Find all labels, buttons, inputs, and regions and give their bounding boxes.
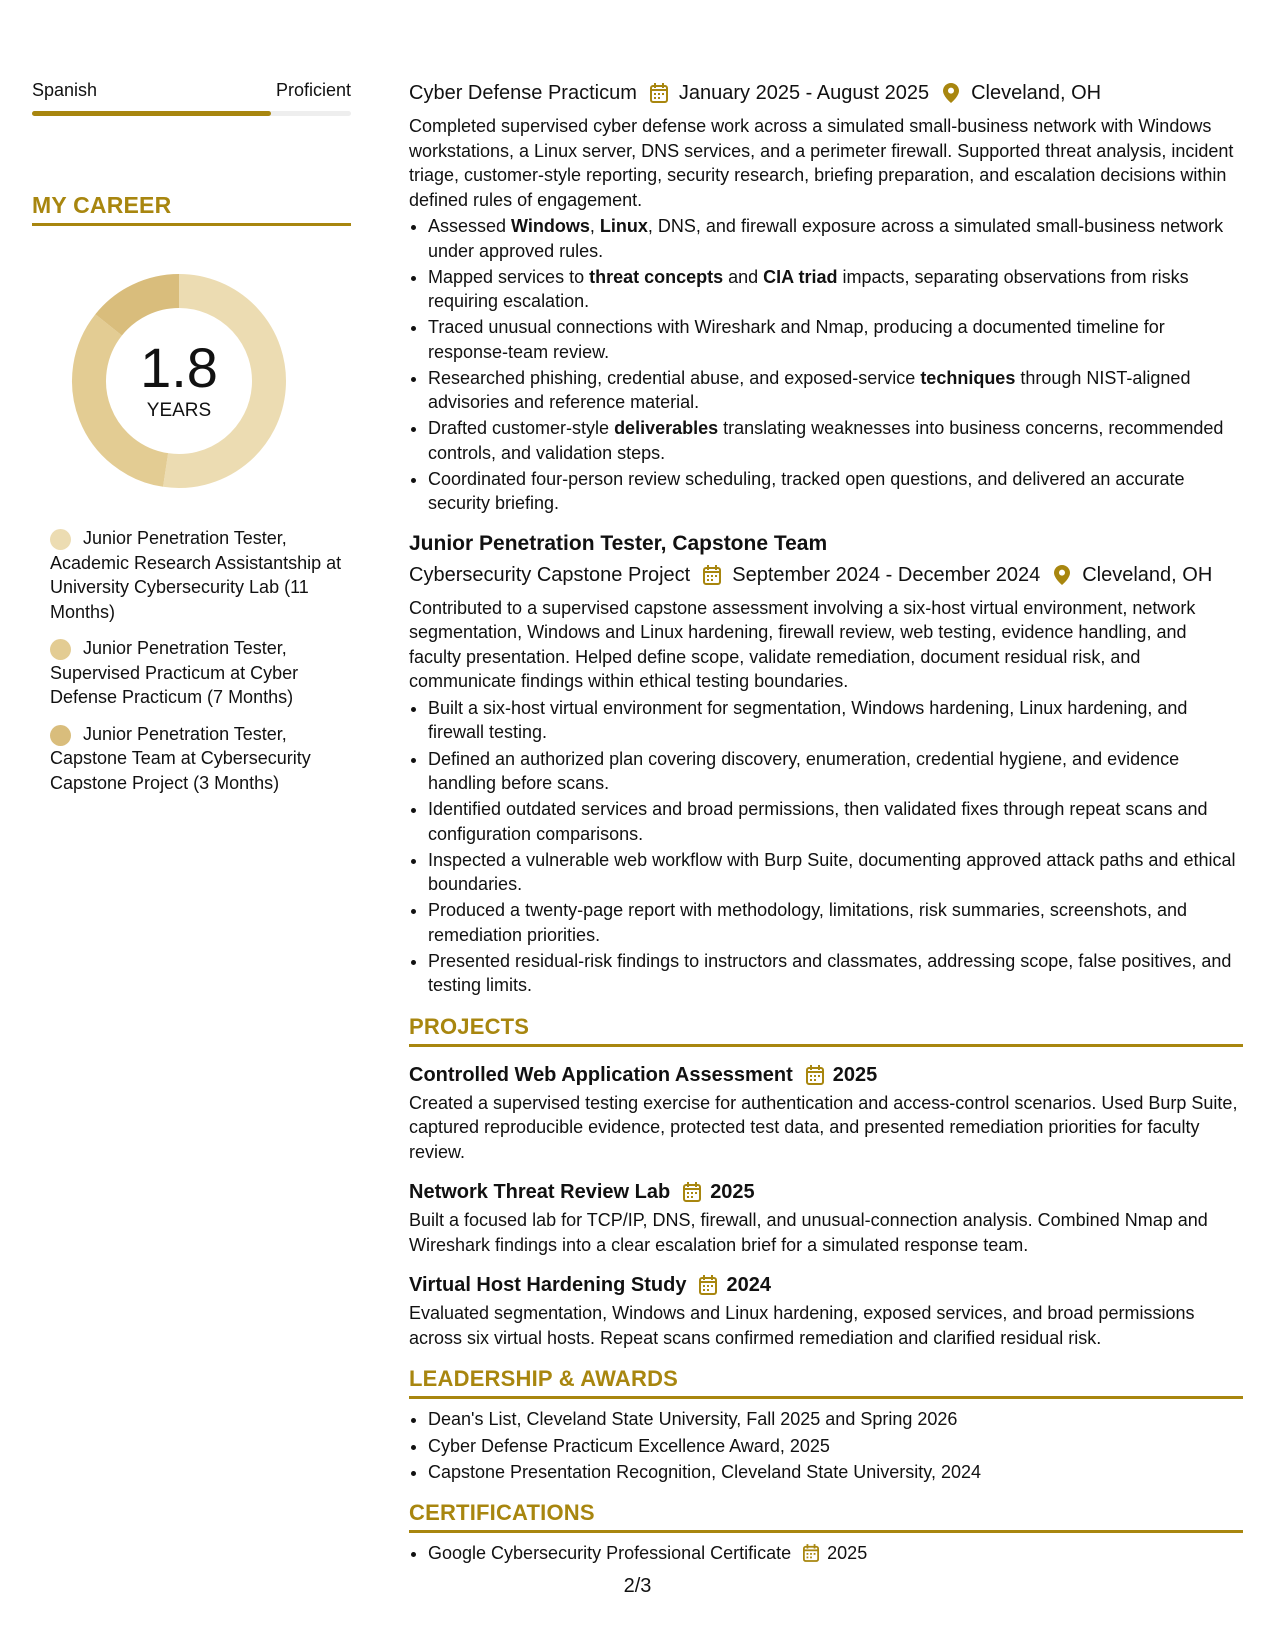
leadership-item: • Capstone Presentation Recognition, Cleveland State University, 2024 <box>428 1460 1243 1485</box>
experience-bullet: • Coordinated four-person review scheduling, tracked open questions, and delivered an accurate security briefing. <box>428 467 1243 516</box>
experience-bullet: • Mapped services to threat concepts and CIA triad impacts, separating observations from risks requiring escalation. <box>428 265 1243 314</box>
certification-name: • Google Cybersecurity Professional Certificate <box>428 1543 792 1564</box>
project-header <box>409 1178 1243 1206</box>
experience-location: Cleveland, OH <box>971 82 1102 104</box>
certifications-list <box>409 1541 1243 1566</box>
career-legend-text: Junior Penetration Tester, Supervised Practicum at Cyber Defense Practicum (7 Months) <box>50 638 299 707</box>
certification-item <box>428 1541 1243 1566</box>
experience-bullet: • Produced a twenty-page report with methodology, limitations, risk summaries, screenshots, and remediation priorities. <box>428 898 1243 947</box>
experience-bullets <box>409 696 1243 998</box>
career-legend-item <box>50 636 351 710</box>
calendar-icon <box>805 1064 825 1086</box>
bold-keyword: threat concepts <box>589 266 724 287</box>
main-content <box>409 78 1243 1567</box>
leadership-item: • Dean's List, Cleveland State University, Fall 2025 and Spring 2026 <box>428 1407 1243 1432</box>
experience-bullet: • Built a six-host virtual environment for segmentation, Windows hardening, Linux hardening, and firewall testing. <box>428 696 1243 745</box>
project-name: Controlled Web Application Assessment <box>409 1063 793 1086</box>
calendar-icon <box>682 1181 702 1203</box>
career-legend-text: Junior Penetration Tester, Academic Research Assistantship at University Cybersecurity Lab (11 Months) <box>50 528 342 622</box>
project-header <box>409 1061 1243 1089</box>
bold-keyword: Windows <box>511 216 590 236</box>
experience-entry <box>409 78 1243 516</box>
project-year: 2024 <box>726 1274 771 1297</box>
experience-bullet: • Drafted customer-style deliverables translating weaknesses into business concerns, recommended controls, and validation steps. <box>428 416 1243 465</box>
bold-keyword: Linux <box>599 216 648 236</box>
experience-bullet: • Presented residual-risk findings to instructors and classmates, addressing scope, false positives, and testing limits. <box>428 949 1243 998</box>
experience-org: Cyber Defense Practicum <box>409 82 637 104</box>
sidebar <box>32 80 351 807</box>
bold-keyword: techniques <box>920 367 1016 388</box>
map-pin-icon <box>941 82 961 104</box>
career-legend-item <box>50 526 351 624</box>
language-name: Spanish <box>32 80 98 100</box>
language-row <box>32 80 351 101</box>
calendar-icon <box>803 1543 821 1563</box>
project-entry <box>409 1271 1243 1350</box>
calendar-icon <box>698 1274 718 1296</box>
project-description: Built a focused lab for TCP/IP, DNS, firewall, and unusual-connection analysis. Combined Nmap and Wireshark findings into a clear escalation brief for a simulated response team. <box>409 1210 1208 1255</box>
legend-dot <box>50 529 71 550</box>
career-donut-chart <box>64 266 294 496</box>
experience-entry <box>409 530 1243 998</box>
experience-bullet: • Traced unusual connections with Wireshark and Nmap, producing a documented timeline for response-team review. <box>428 315 1243 364</box>
career-legend-text: Junior Penetration Tester, Capstone Team at Cybersecurity Capstone Project (3 Months) <box>50 723 311 793</box>
calendar-icon <box>649 82 669 104</box>
career-section-title: MY CAREER <box>32 192 351 226</box>
career-years-value: 1.8 <box>140 336 218 399</box>
project-entry <box>409 1061 1243 1165</box>
career-legend-item <box>50 722 351 796</box>
experience-bullet: • Researched phishing, credential abuse, and exposed-service techniques through NIST-aligned advisories and reference material. <box>428 366 1243 415</box>
project-year: 2025 <box>710 1181 755 1204</box>
leadership-section-title: LEADERSHIP & AWARDS <box>409 1366 1243 1399</box>
experience-org: Cybersecurity Capstone Project <box>409 563 691 586</box>
experience-title: Junior Penetration Tester, Capstone Team <box>409 531 828 555</box>
experience-dates: September 2024 - December 2024 <box>732 563 1041 586</box>
project-year: 2025 <box>832 1063 878 1086</box>
project-description: Created a supervised testing exercise for authentication and access-control scenarios. Used Burp Suite, captured reproducible evidence, protected test data, and presented remediation priorities for faculty review. <box>409 1092 1238 1162</box>
leadership-list <box>409 1407 1243 1484</box>
experience-bullet: • Defined an authorized plan covering discovery, enumeration, credential hygiene, and evidence handling before scans. <box>428 747 1243 796</box>
legend-dot <box>50 639 71 660</box>
project-header <box>409 1271 1243 1299</box>
language-level-fill <box>32 111 271 116</box>
projects-section-title: PROJECTS <box>409 1014 1243 1047</box>
experience-summary: Contributed to a supervised capstone assessment involving a six-host virtual environment, network segmentation, Windows and Linux hardening, firewall review, web testing, evidence handling, and faculty presentation. Helped define scope, validate remediation, document residual risk, and communicate findings within ethical testing boundaries. <box>409 597 1196 692</box>
experience-bullet: • Identified outdated services and broad permissions, then validated fixes through repeat scans and configuration comparisons. <box>428 797 1243 846</box>
experience-dates: January 2025 - August 2025 <box>678 82 930 104</box>
project-description: Evaluated segmentation, Windows and Linux hardening, exposed services, and broad permissions across six virtual hosts. Repeat scans confirmed remediation and clarified residual risk. <box>409 1303 1195 1348</box>
bold-keyword: CIA triad <box>763 266 838 287</box>
language-level: Proficient <box>275 80 351 100</box>
leadership-item: • Cyber Defense Practicum Excellence Award, 2025 <box>428 1434 1243 1459</box>
experience-meta <box>409 78 1243 108</box>
page-number: 2/3 <box>623 1575 652 1597</box>
experience-meta <box>409 560 1243 590</box>
career-years-unit: YEARS <box>146 400 212 421</box>
calendar-icon <box>702 564 722 586</box>
certification-year: 2025 <box>827 1543 868 1564</box>
language-level-bar <box>32 111 351 116</box>
bold-keyword: deliverables <box>614 418 719 439</box>
certifications-section-title: CERTIFICATIONS <box>409 1500 1243 1533</box>
experience-summary: Completed supervised cyber defense work across a simulated small-business network with Windows workstations, a Linux server, DNS services, and a perimeter firewall. Supported threat analysis, incident triage, customer-style reporting, security research, briefing preparation, and escalation decisions within defined rules of engagement. <box>409 116 1234 210</box>
project-name: Virtual Host Hardening Study <box>409 1274 687 1297</box>
experience-location: Cleveland, OH <box>1082 563 1213 586</box>
experience-bullet: • Assessed Windows, Linux, DNS, and firewall exposure across a simulated small-business network under approved rules. <box>428 214 1243 263</box>
career-legend <box>50 526 351 795</box>
experience-bullet: • Inspected a vulnerable web workflow with Burp Suite, documenting approved attack paths and ethical boundaries. <box>428 848 1243 897</box>
legend-dot <box>50 725 71 746</box>
map-pin-icon <box>1052 564 1072 586</box>
experience-bullets <box>409 214 1243 516</box>
project-entry <box>409 1178 1243 1257</box>
project-name: Network Threat Review Lab <box>409 1181 671 1204</box>
